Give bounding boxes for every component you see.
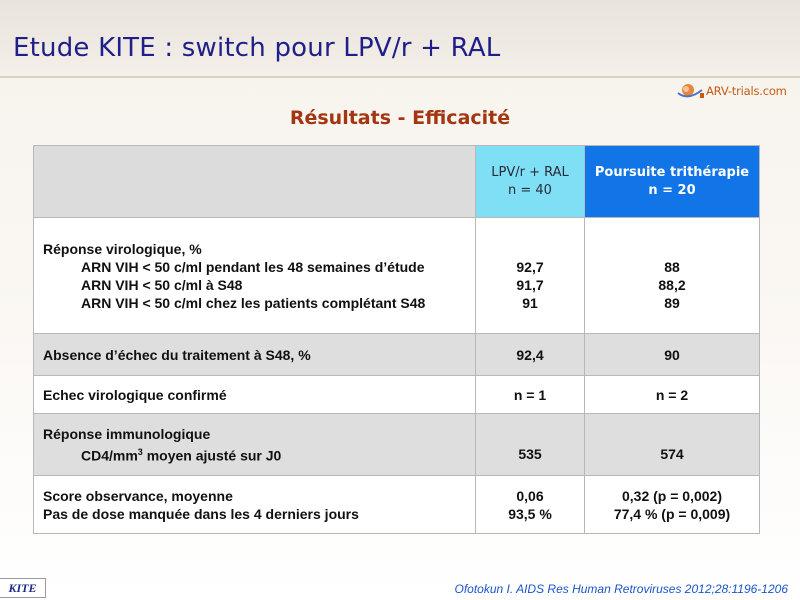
col2-value: 91 — [522, 294, 538, 311]
col3-value-cell — [585, 414, 760, 476]
row-sublabel — [43, 443, 475, 465]
reference-citation: Ofotokun I. AIDS Res Human Retroviruses 2012;28:1196-1206 — [454, 582, 788, 596]
header-empty-cell — [34, 146, 476, 218]
row-label: Echec virologique confirmé — [34, 376, 476, 414]
slide-title: Etude KITE : switch pour LPV/r + RAL — [13, 33, 501, 63]
table-row-immunologic-response — [34, 414, 760, 476]
row-sublabel: ARN VIH < 50 c/ml à S48 — [81, 276, 243, 293]
col2-value: 93,5 % — [508, 505, 552, 522]
arv-trials-logo — [676, 80, 796, 102]
title-divider — [0, 76, 800, 78]
row-label: Réponse virologique, % — [43, 240, 202, 257]
slide-subtitle: Résultats - Efficacité — [289, 107, 511, 129]
col2-value-cell — [476, 218, 585, 334]
table-row-virologic-failure — [34, 376, 760, 414]
table-row-treatment-failure — [34, 334, 760, 376]
col2-value: n = 1 — [476, 376, 585, 414]
col2-value-cell — [476, 476, 585, 534]
row-label-cell — [34, 414, 476, 476]
row-sublabel: ARN VIH < 50 c/ml chez les patients complétant S48 — [81, 294, 426, 311]
col3-value: 0,32 (p = 0,002) — [621, 487, 722, 504]
col2-value: 535 — [518, 445, 542, 462]
logo-globe-icon — [676, 81, 706, 101]
cd4-prefix: CD4/mm — [81, 447, 138, 464]
table-row-adherence — [34, 476, 760, 534]
results-table — [33, 145, 760, 534]
col3-value: 89 — [664, 294, 680, 311]
header-col3-arm: Poursuite trithérapie — [594, 164, 750, 180]
col3-value: 77,4 % (p = 0,009) — [613, 505, 731, 522]
col2-value: 0,06 — [516, 487, 544, 504]
col2-value: 92,7 — [516, 258, 544, 275]
cd4-superscript: 3 — [137, 446, 143, 457]
row-label-cell — [34, 218, 476, 334]
col2-value: 92,4 — [476, 334, 585, 376]
header-col2-arm: LPV/r + RAL — [491, 164, 569, 180]
col3-value: n = 2 — [585, 376, 760, 414]
header-lpv-ral — [476, 146, 585, 218]
col3-value: 88 — [664, 258, 680, 275]
table-row-virologic-response — [34, 218, 760, 334]
header-col3-n: n = 20 — [648, 182, 696, 198]
header-tritherapie — [585, 146, 760, 218]
col2-value: 91,7 — [516, 276, 544, 293]
col3-value-cell — [585, 218, 760, 334]
logo-text: ARV-trials.com — [706, 84, 787, 98]
col3-value: 88,2 — [658, 276, 686, 293]
row-label: Absence d’échec du traitement à S48, % — [34, 334, 476, 376]
col3-value: 90 — [585, 334, 760, 376]
row-label: Pas de dose manquée dans les 4 derniers jours — [43, 505, 359, 522]
row-sublabel: ARN VIH < 50 c/ml pendant les 48 semaines d’étude — [81, 258, 425, 275]
header-col2-n: n = 40 — [508, 182, 552, 198]
table-header-row — [34, 146, 760, 218]
row-label: Score observance, moyenne — [43, 487, 233, 504]
cd4-suffix: moyen ajusté sur J0 — [142, 447, 282, 464]
row-label-cell — [34, 476, 476, 534]
col3-value: 574 — [660, 445, 684, 462]
col2-value-cell — [476, 414, 585, 476]
col3-value-cell — [585, 476, 760, 534]
row-label: Réponse immunologique — [43, 425, 211, 442]
kite-badge: KITE — [0, 578, 46, 598]
